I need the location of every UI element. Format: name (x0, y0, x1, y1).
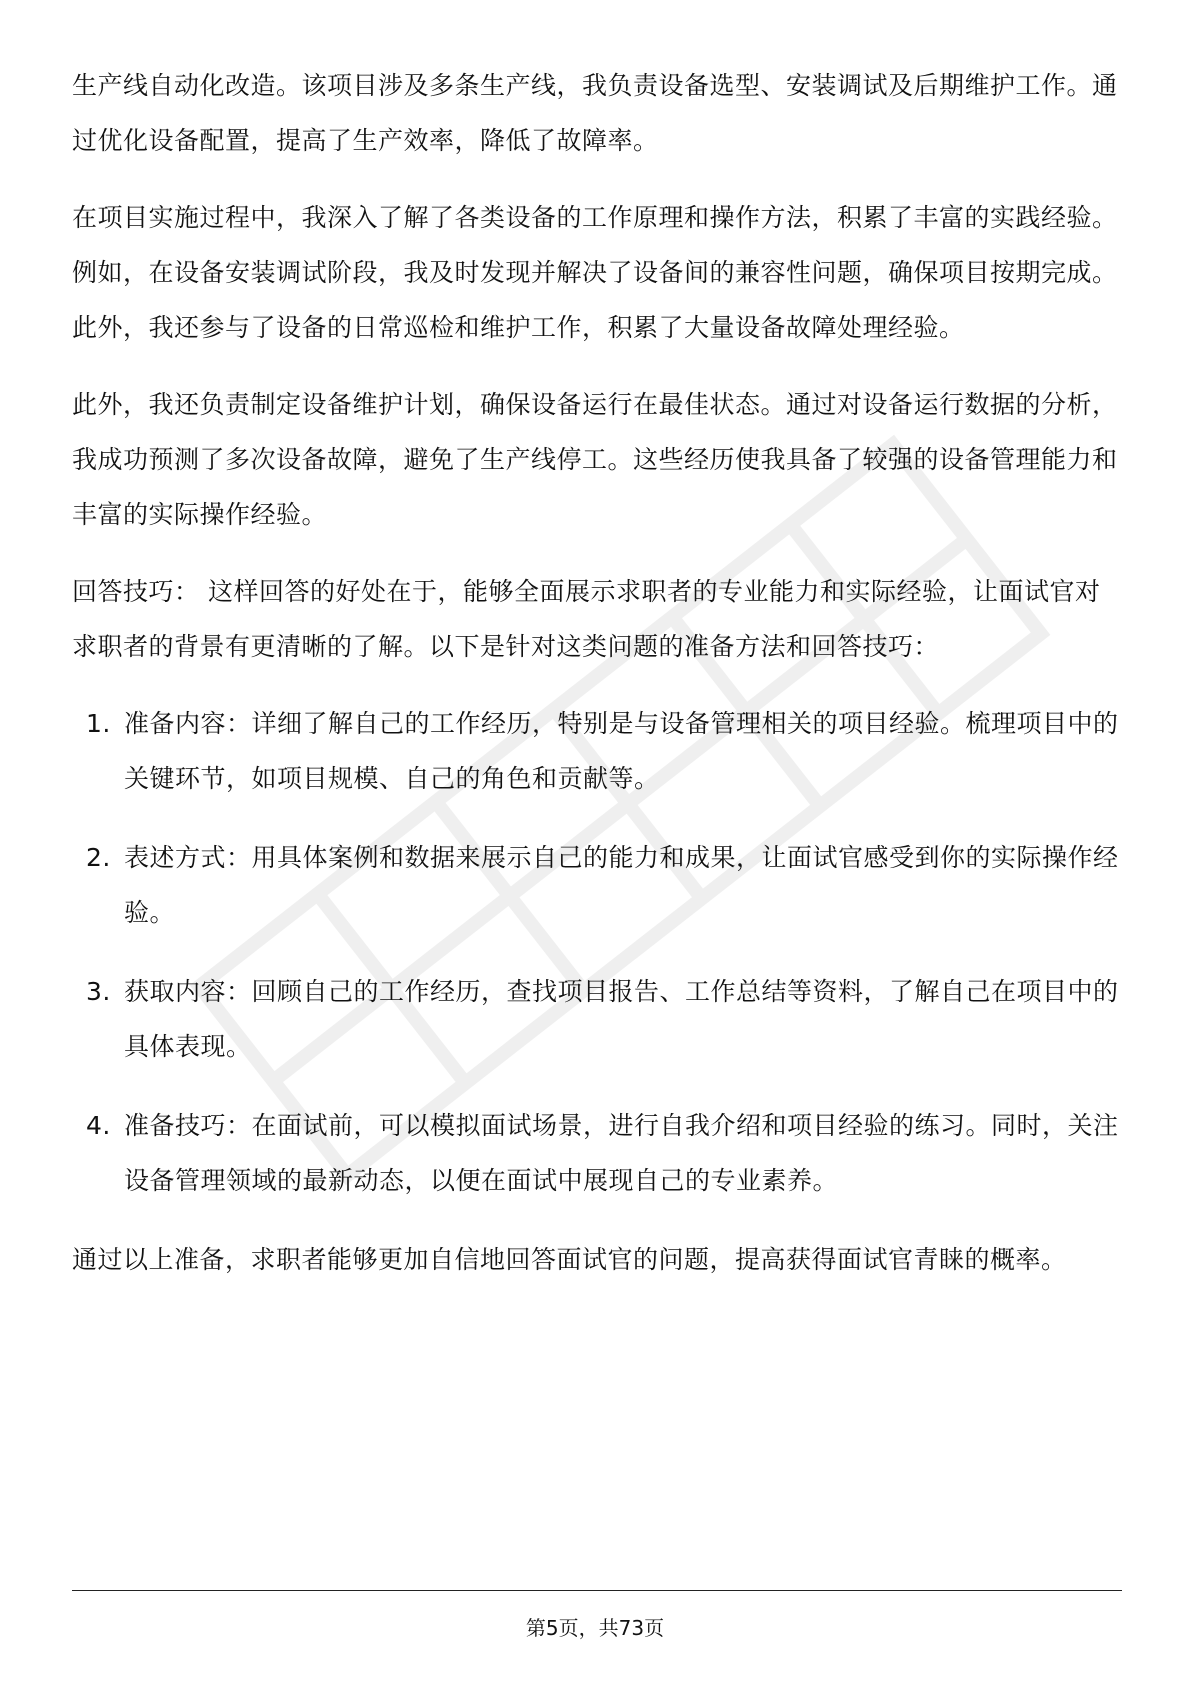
list-item-number: 3. (86, 977, 111, 1006)
list-item-text: 获取内容：回顾自己的工作经历，查找项目报告、工作总结等资料，了解自己在项目中的具体表现。 (124, 977, 1119, 1061)
document-body (72, 58, 1122, 1309)
paragraph-implementation: 在项目实施过程中，我深入了解了各类设备的工作原理和操作方法，积累了丰富的实践经验。例如，在设备安装调试阶段，我及时发现并解决了设备间的兼容性问题，确保项目按期完成。此外，我还参与了设备的日常巡检和维护工作，积累了大量设备故障处理经验。 (72, 203, 1118, 342)
footer-divider (72, 1590, 1122, 1591)
tips-list (72, 696, 1122, 1208)
list-item (72, 964, 1122, 1074)
paragraph-answer-tips: 回答技巧： 这样回答的好处在于，能够全面展示求职者的专业能力和实际经验，让面试官对求职者的背景有更清晰的了解。以下是针对这类问题的准备方法和回答技巧： (72, 577, 1101, 661)
list-item (72, 696, 1122, 806)
list-item-text: 准备技巧：在面试前，可以模拟面试场景，进行自我介绍和项目经验的练习。同时，关注设备管理领域的最新动态，以便在面试中展现自己的专业素养。 (124, 1111, 1119, 1195)
list-item-text: 准备内容：详细了解自己的工作经历，特别是与设备管理相关的项目经验。梳理项目中的关键环节，如项目规模、自己的角色和贡献等。 (124, 709, 1119, 793)
list-item-number: 4. (86, 1111, 111, 1140)
list-item (72, 830, 1122, 940)
paragraph-closing: 通过以上准备，求职者能够更加自信地回答面试官的问题，提高获得面试官青睐的概率。 (72, 1245, 1067, 1274)
list-item-number: 2. (86, 843, 111, 872)
list-item-text: 表述方式：用具体案例和数据来展示自己的能力和成果，让面试官感受到你的实际操作经验。 (124, 843, 1119, 927)
list-item-number: 1. (86, 709, 111, 738)
paragraph-maintenance-plan: 此外，我还负责制定设备维护计划，确保设备运行在最佳状态。通过对设备运行数据的分析，我成功预测了多次设备故障，避免了生产线停工。这些经历使我具备了较强的设备管理能力和丰富的实际操作经验。 (72, 390, 1118, 529)
paragraph-project-summary: 生产线自动化改造。该项目涉及多条生产线，我负责设备选型、安装调试及后期维护工作。通过优化设备配置，提高了生产效率，降低了故障率。 (72, 71, 1118, 155)
list-item (72, 1098, 1122, 1208)
page-number: 第5页，共73页 (525, 1616, 665, 1640)
